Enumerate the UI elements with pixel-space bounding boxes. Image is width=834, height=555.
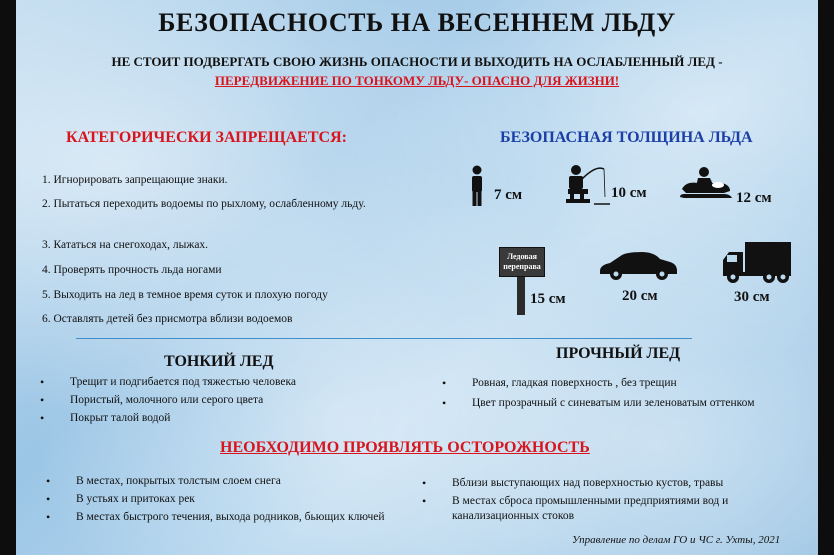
section-divider [76,338,692,339]
prohibited-item: 1. Игнорировать запрещающие знаки. [42,174,228,186]
strong-ice-item: • Цвет прозрачный с синеватым или зеленоватым оттенком [442,396,818,411]
footer-credit: Управление по делам ГО и ЧС г. Ухты, 2021 [572,534,781,546]
snowmobile-icon [678,167,732,201]
sign-board: Ледовая переправа [499,247,545,277]
person-icon [468,165,486,207]
thin-ice-heading: ТОНКИЙ ЛЕД [164,353,274,370]
strong-ice-heading: ПРОЧНЫЙ ЛЕД [556,345,681,362]
danger-line: ПЕРЕДВИЖЕНИЕ ПО ТОНКОМУ ЛЬДУ- ОПАСНО ДЛЯ ЖИЗНИ! [214,73,620,88]
prohibited-item: 5. Выходить на лед в темное время суток и плохую погоду [42,289,328,301]
sign-pole [517,271,525,315]
snowmobile-thickness: 12 см [736,190,772,206]
caution-item: • Вблизи выступающих над поверхностью кустов, травы [422,476,818,491]
caution-item: • В местах, покрытых толстым слоем снега [46,474,436,489]
prohibited-item: 2. Пытаться переходить водоемы по рыхлому, ослабленному льду. [42,198,366,210]
warning-line: НЕ СТОИТ ПОДВЕРГАТЬ СВОЮ ЖИЗНЬ ОПАСНОСТИ И ВЫХОДИТЬ НА ОСЛАБЛЕННЫЙ ЛЕД - [111,54,723,69]
car-thickness: 20 см [622,288,658,304]
caution-item: • В местах сброса промышленными предприятиями вод и канализационных стоков [422,494,792,524]
prohibited-item: 6. Оставлять детей без присмотра вблизи водоемов [42,313,293,325]
fisherman-icon [564,163,610,207]
poster [16,0,818,555]
person-thickness: 7 см [494,187,523,203]
prohibited-heading: КАТЕГОРИЧЕСКИ ЗАПРЕЩАЕТСЯ: [66,129,347,146]
prohibited-item: 4. Проверять прочность льда ногами [42,264,222,276]
caution-heading: НЕОБХОДИМО ПРОЯВЛЯТЬ ОСТОРОЖНОСТЬ [220,439,590,456]
thin-ice-item: • Пористый, молочного или серого цвета [40,393,450,408]
prohibited-item: 3. Кататься на снегоходах, лыжах. [42,239,209,251]
thin-ice-item: • Покрыт талой водой [40,411,450,426]
caution-item: • В местах быстрого течения, выхода родников, бьющих ключей [46,510,386,525]
thin-ice-item: • Трещит и подгибается под тяжестью человека [40,375,450,390]
crossing-thickness: 15 см [530,291,566,307]
truck-thickness: 30 см [734,289,770,305]
truck-icon [721,240,793,284]
caution-item: • В устьях и притоках рек [46,492,436,507]
poster-title: БЕЗОПАСНОСТЬ НА ВЕСЕННЕМ ЛЬДУ [158,8,676,37]
strong-ice-item: • Ровная, гладкая поверхность , без трещин [442,376,818,391]
thickness-heading: БЕЗОПАСНАЯ ТОЛЩИНА ЛЬДА [500,129,753,146]
fisherman-thickness: 10 см [611,185,647,201]
car-icon [598,251,678,281]
